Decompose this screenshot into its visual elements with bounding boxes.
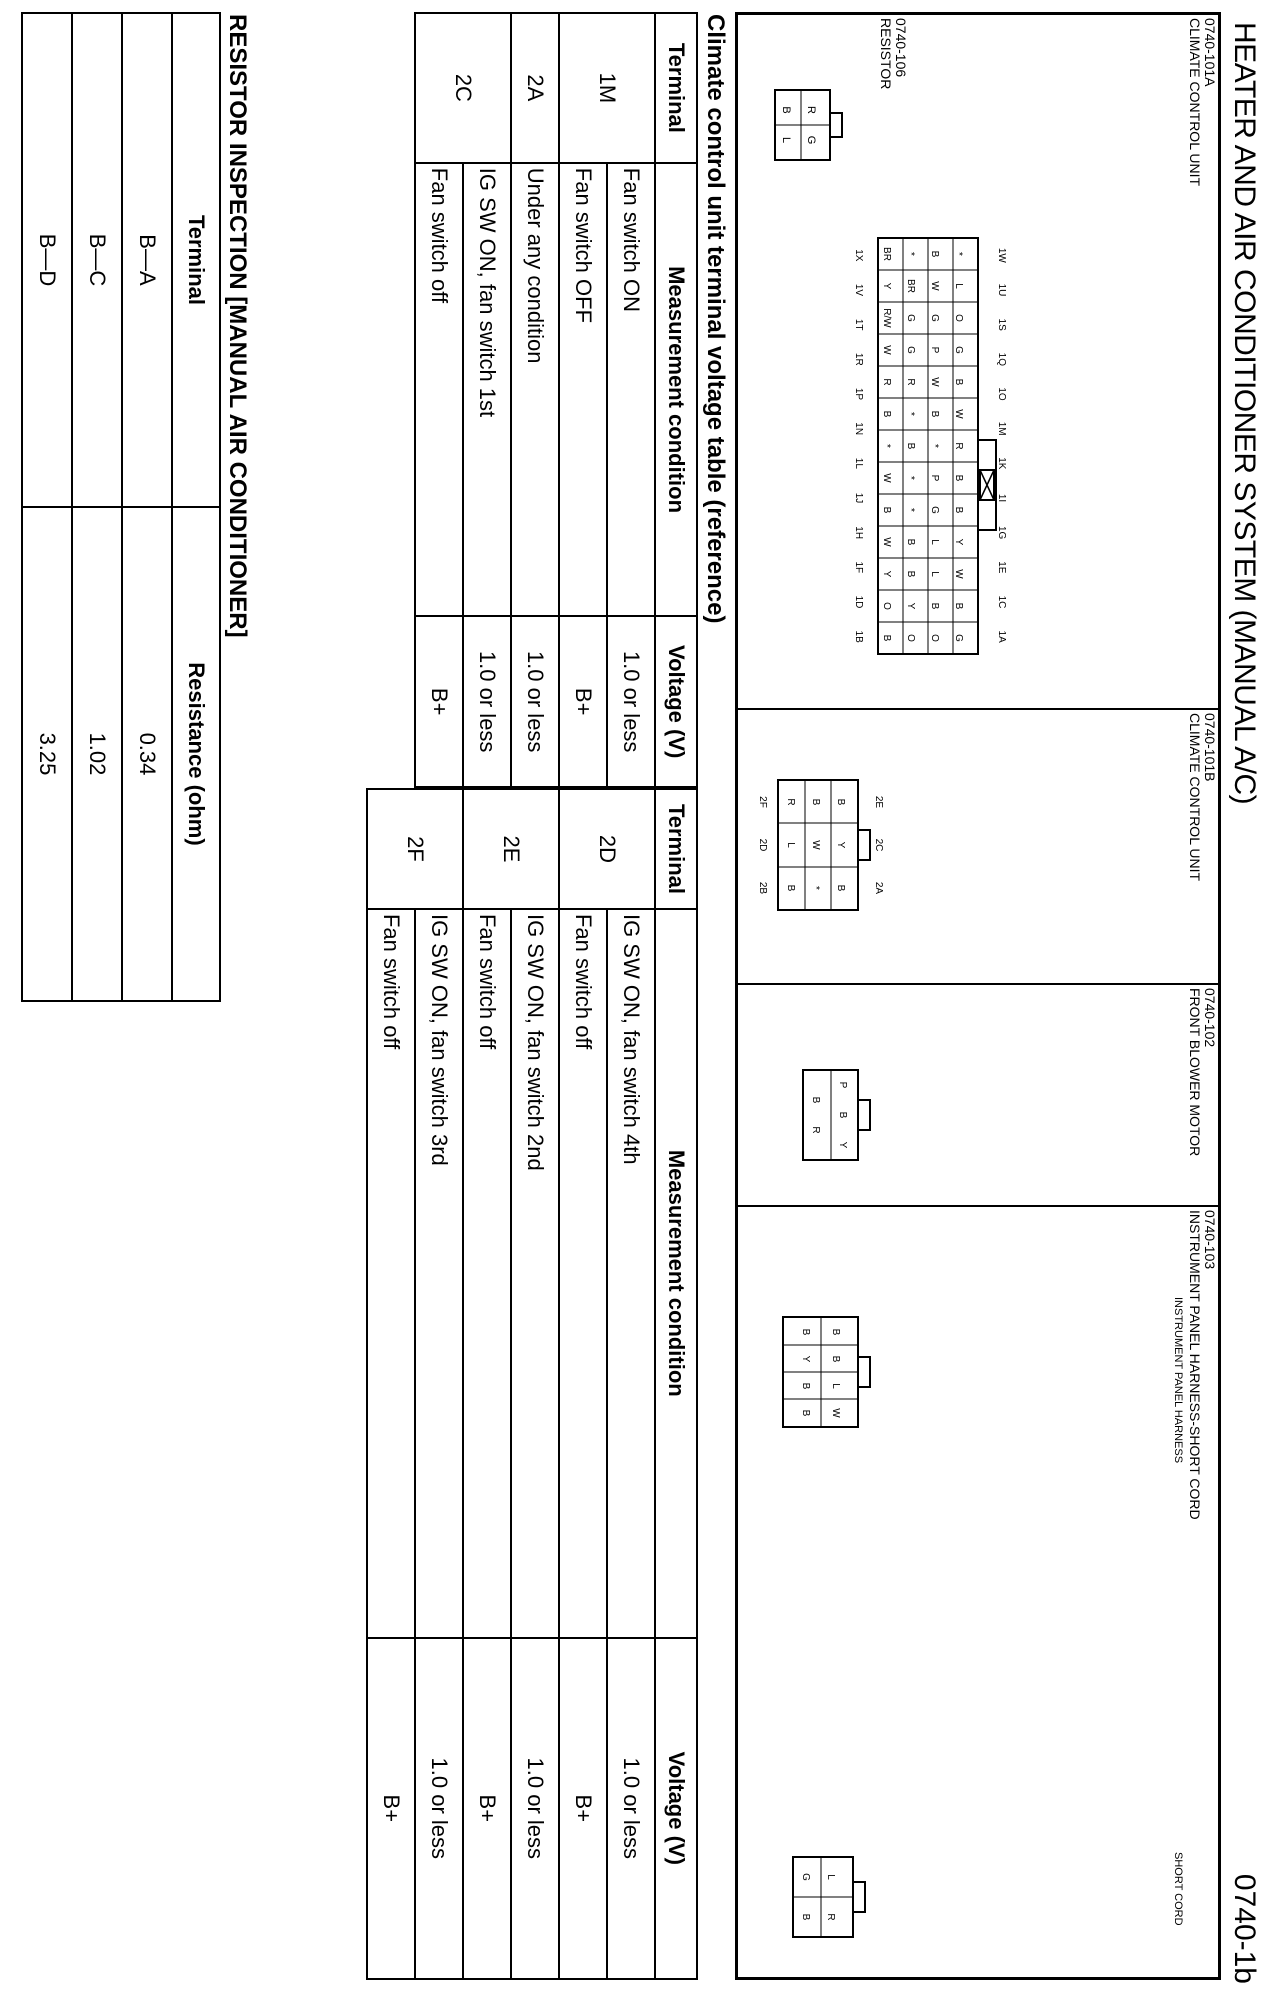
wire-color-pin: L [929, 571, 940, 577]
wire-color-pin: Y [905, 602, 916, 610]
wire-color-pin: B [800, 1409, 811, 1417]
connector-101b-diagram [748, 750, 888, 950]
connector-0740-103 [738, 1207, 1218, 1983]
wire-color-pin: B [800, 1913, 811, 1921]
wire-color-pin: R [805, 106, 817, 114]
wire-color-pin: G [800, 1873, 811, 1881]
resistance-cell: 1.02 [72, 507, 122, 1001]
condition-cell: Fan switch OFF [559, 163, 607, 617]
wire-color-pin: B [810, 798, 821, 806]
resistor-table-title: RESISTOR INSPECTION [MANUAL AIR CONDITIONER] [224, 14, 251, 638]
connector-code: 0740-102 [1202, 988, 1218, 1048]
short-cord-label: SHORT CORD [1172, 1852, 1184, 1926]
wire-color-pin: R [953, 442, 964, 450]
connector-101a-diagram [848, 230, 1008, 660]
table-row [511, 13, 559, 787]
cavity-label: 1B [853, 630, 864, 643]
connector-0740-101b [738, 710, 1218, 985]
wire-color-pin: L [953, 283, 964, 289]
cavity-label: 1I [996, 493, 1007, 503]
voltage-cell: 1.0 or less [463, 616, 511, 787]
wire-color-pin: * [905, 476, 916, 480]
terminal-cell: 2A [511, 13, 559, 163]
col-voltage: Voltage (V) [655, 616, 697, 787]
harness-label: INSTRUMENT PANEL HARNESS [1172, 1297, 1184, 1464]
wire-color-pin: W [929, 281, 940, 291]
wire-color-pin: B [905, 442, 916, 450]
voltage-cell: 1.0 or less [607, 616, 655, 787]
condition-cell: Fan switch off [559, 909, 607, 1638]
wire-color-pin: O [881, 602, 892, 610]
connector-name: RESISTOR [878, 18, 894, 90]
wire-color-pin: O [929, 634, 940, 642]
cavity-label: 1Q [996, 352, 1007, 367]
wire-color-pin: B [785, 884, 796, 892]
wire-color-pin: L [929, 539, 940, 545]
voltage-cell: B+ [367, 1638, 415, 1979]
wire-color-pin: B [780, 106, 792, 114]
cavity-label: 1G [996, 525, 1007, 540]
cavity-label: 1N [853, 422, 864, 436]
cavity-label: 2F [757, 796, 768, 808]
page-number: 0740-1b [1228, 1873, 1261, 1984]
connector-106-diagram [768, 75, 848, 175]
wire-color-pin: Y [881, 570, 892, 578]
condition-cell: Fan switch off [367, 909, 415, 1638]
connector-name: INSTRUMENT PANEL HARNESS-SHORT CORD [1187, 1210, 1203, 1520]
wire-color-pin: W [830, 1408, 841, 1418]
wire-color-pin: O [953, 314, 964, 322]
wire-color-pin: W [810, 840, 821, 850]
condition-cell: Fan switch off [463, 909, 511, 1638]
col-terminal: Terminal [655, 13, 697, 163]
wire-color-pin: L [785, 842, 796, 848]
connector-0740-102 [738, 985, 1218, 1207]
connector-0740-106-box [1101, 12, 1221, 242]
wire-color-pin: * [881, 444, 892, 448]
wire-color-pin: L [825, 1874, 836, 1880]
voltage-cell: 1.0 or less [511, 616, 559, 787]
wire-color-pin: W [881, 537, 892, 547]
wire-color-pin: P [929, 474, 940, 482]
wire-color-pin: B [835, 884, 846, 892]
terminal-cell: 2D [559, 789, 655, 909]
resistance-cell: 3.25 [22, 507, 72, 1001]
wire-color-pin: R [825, 1913, 836, 1921]
wire-color-pin: L [830, 1383, 841, 1389]
cavity-label: 2A [873, 881, 884, 895]
wire-color-pin: G [929, 506, 940, 514]
condition-cell: IG SW ON, fan switch 2nd [511, 909, 559, 1638]
wire-color-pin: B [953, 506, 964, 514]
wire-color-pin: R [905, 378, 916, 386]
cavity-label: 2D [757, 838, 768, 852]
wire-color-pin: G [805, 135, 817, 145]
cavity-label: 1W [996, 247, 1007, 263]
wire-color-pin: B [881, 410, 892, 418]
wire-color-pin: BR [881, 247, 892, 261]
connector-name: CLIMATE CONTROL UNIT [1187, 18, 1203, 187]
wire-color-pin: P [837, 1081, 848, 1089]
table-row [415, 789, 463, 1979]
connector-latch [830, 113, 842, 137]
connector-103-right-diagram [773, 1842, 873, 1952]
voltage-cell: B+ [559, 1638, 607, 1979]
wire-color-pin: B [929, 410, 940, 418]
wire-color-pin: G [953, 634, 964, 642]
connector-code: 0740-103 [1202, 1210, 1218, 1270]
wire-color-pin: B [800, 1382, 811, 1390]
wire-color-pin: Y [837, 1141, 848, 1149]
cavity-label: 1O [996, 387, 1007, 401]
wire-color-pin: B [830, 1328, 841, 1336]
wire-color-pin: O [905, 634, 916, 642]
table-row [559, 789, 607, 1979]
cavity-label: 1S [996, 318, 1007, 331]
col-terminal: Terminal [172, 13, 220, 507]
wire-color-pin: B [830, 1355, 841, 1363]
wire-color-pin: Y [800, 1355, 811, 1363]
wire-color-pin: P [929, 346, 940, 354]
table-row [607, 13, 655, 787]
resistor-table [21, 12, 221, 1002]
col-condition: Measurement condition [655, 163, 697, 617]
wire-color-pin: B [953, 378, 964, 386]
wire-color-pin: R [785, 798, 796, 806]
wire-color-pin: W [881, 473, 892, 483]
cavity-label: 1L [853, 457, 864, 469]
voltage-cell: 1.0 or less [511, 1638, 559, 1979]
table-row [463, 789, 511, 1979]
cavity-label: 1U [996, 283, 1007, 297]
wire-color-pin: Y [953, 538, 964, 546]
wire-color-pin: * [810, 886, 821, 890]
wire-color-pin: W [929, 377, 940, 387]
col-condition: Measurement condition [655, 909, 697, 1638]
wire-color-pin: R/W [881, 308, 892, 328]
wire-color-pin: B [837, 1111, 848, 1119]
voltage-cell: B+ [415, 616, 463, 787]
wire-color-pin: Y [881, 282, 892, 290]
table-row [122, 13, 172, 1001]
condition-cell: Fan switch off [415, 163, 463, 617]
connector-name: CLIMATE CONTROL UNIT [1187, 713, 1203, 882]
voltage-table-left [414, 12, 698, 788]
wire-color-pin: W [953, 569, 964, 579]
wire-color-pin: B [810, 1096, 821, 1104]
terminal-cell: B—C [72, 13, 122, 507]
cavity-label: 1C [996, 595, 1007, 609]
resistance-cell: 0.34 [122, 507, 172, 1001]
terminal-cell: 1M [559, 13, 655, 163]
wire-color-pin: B [881, 506, 892, 514]
cavity-label: 1P [853, 387, 864, 401]
connector-0740-106-label [878, 18, 908, 89]
table-row [463, 13, 511, 787]
voltage-table-right [366, 788, 698, 1980]
wire-color-pin: B [929, 602, 940, 610]
wire-color-pin: B [905, 570, 916, 578]
terminal-cell: B—D [22, 13, 72, 507]
wire-color-pin: B [881, 634, 892, 642]
wire-color-pin: R [881, 378, 892, 386]
voltage-cell: 1.0 or less [607, 1638, 655, 1979]
wire-color-pin: G [929, 314, 940, 322]
connector-103-left-diagram [768, 1302, 878, 1442]
voltage-cell: 1.0 or less [415, 1638, 463, 1979]
condition-cell: Fan switch ON [607, 163, 655, 617]
wire-color-pin: W [953, 409, 964, 419]
cavity-label: 2B [757, 881, 768, 895]
condition-cell: IG SW ON, fan switch 4th [607, 909, 655, 1638]
connector-strip [735, 12, 1221, 1980]
connector-name: FRONT BLOWER MOTOR [1187, 988, 1203, 1157]
condition-cell: IG SW ON, fan switch 3rd [415, 909, 463, 1638]
condition-cell: IG SW ON, fan switch 1st [463, 163, 511, 617]
cavity-label: 1J [853, 492, 864, 504]
cavity-label: 1V [853, 283, 864, 297]
wire-color-pin: * [905, 252, 916, 256]
cavity-label: 1H [853, 526, 864, 540]
wire-color-pin: BR [905, 279, 916, 293]
wire-color-pin: * [929, 444, 940, 448]
terminal-cell: 2F [367, 789, 463, 909]
wire-color-pin: R [810, 1126, 821, 1134]
cavity-label: 2C [873, 838, 884, 852]
wire-color-pin: G [905, 346, 916, 354]
condition-cell: Under any condition [511, 163, 559, 617]
connector-102-diagram [788, 1055, 878, 1175]
col-voltage: Voltage (V) [655, 1638, 697, 1979]
table-row [22, 13, 72, 1001]
cavity-label: 1F [853, 561, 864, 574]
cavity-label: 1D [853, 595, 864, 609]
wire-color-pin: B [953, 602, 964, 610]
wire-color-pin: B [835, 798, 846, 806]
col-resistance: Resistance (ohm) [172, 507, 220, 1001]
connector-code: 0740-101A [1202, 18, 1218, 87]
cavity-label: 1X [853, 249, 864, 262]
voltage-cell: B+ [559, 616, 607, 787]
wire-color-pin: G [905, 314, 916, 322]
table-row [511, 789, 559, 1979]
terminal-cell: 2C [415, 13, 511, 163]
cavity-label: 2E [873, 795, 884, 809]
wire-color-pin: * [905, 412, 916, 416]
cavity-label: 1A [996, 630, 1007, 643]
table-row [607, 789, 655, 1979]
wire-color-pin: * [905, 508, 916, 512]
wire-color-pin: L [780, 136, 792, 144]
cavity-label: 1M [996, 421, 1007, 436]
cavity-label: 1R [853, 352, 864, 366]
page-title: HEATER AND AIR CONDITIONER SYSTEM (MANUAL A/C) [1228, 22, 1261, 805]
wire-color-pin: B [905, 538, 916, 546]
connector-code: 0740-101B [1202, 713, 1218, 782]
wire-color-pin: Y [835, 841, 846, 849]
wire-color-pin: W [881, 345, 892, 355]
wire-color-pin: B [953, 474, 964, 482]
col-terminal: Terminal [655, 789, 697, 909]
wire-color-pin: * [953, 252, 964, 256]
table-row [72, 13, 122, 1001]
cavity-label: 1K [996, 457, 1007, 470]
wire-color-pin: B [929, 250, 940, 258]
cavity-label: 1E [996, 561, 1007, 574]
cavity-label: 1T [853, 318, 864, 331]
terminal-cell: B—A [122, 13, 172, 507]
connector-code: 0740-106 [893, 18, 909, 78]
wire-color-pin: B [800, 1328, 811, 1336]
voltage-table-title: Climate control unit terminal voltage table (reference) [702, 14, 729, 624]
voltage-cell: B+ [463, 1638, 511, 1979]
table-row [367, 789, 415, 1979]
wire-color-pin: G [953, 346, 964, 354]
terminal-cell: 2E [463, 789, 559, 909]
